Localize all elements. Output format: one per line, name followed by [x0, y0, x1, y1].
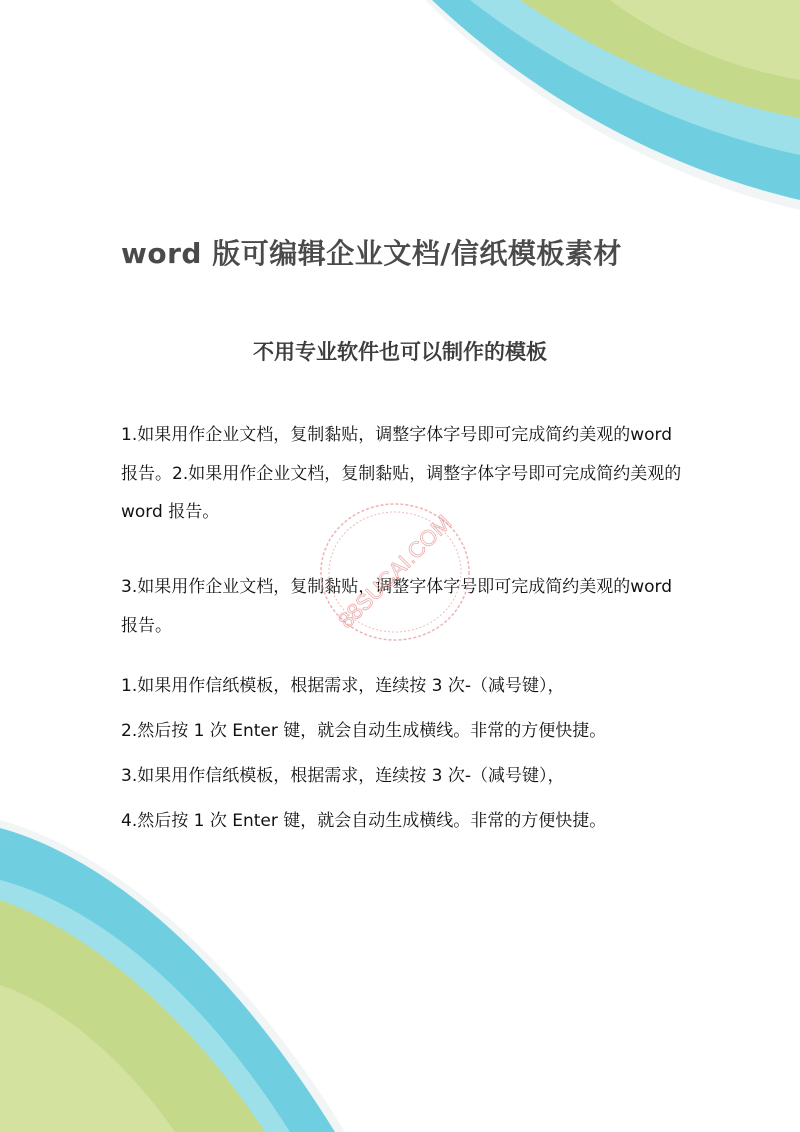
paragraph-1: 1.如果用作企业文档，复制黏贴，调整字体字号即可完成简约美观的word 报告。2.如果用作企业文档，复制黏贴，调整字体字号即可完成简约美观的 word 报告。 — [121, 425, 682, 522]
top-right-wave-decoration — [425, 0, 800, 210]
document-title: word 版可编辑企业文档/信纸模板素材 — [121, 237, 622, 270]
list-item: 1.如果用作信纸模板，根据需求，连续按 3 次-（减号键）， — [121, 676, 565, 696]
watermark-text: 88SUCAI.COM — [333, 510, 457, 634]
document-subtitle: 不用专业软件也可以制作的模板 — [253, 340, 547, 364]
bottom-left-wave-decoration — [0, 820, 345, 1132]
watermark-stamp — [315, 497, 475, 647]
list-item: 2.然后按 1 次 Enter 键，就会自动生成横线。非常的方便快捷。 — [121, 721, 607, 741]
paragraph-2: 3.如果用作企业文档，复制黏贴，调整字体字号即可完成简约美观的word 报告。 — [121, 577, 673, 636]
list-item: 3.如果用作信纸模板，根据需求，连续按 3 次-（减号键）， — [121, 766, 565, 786]
list-item: 4.然后按 1 次 Enter 键，就会自动生成横线。非常的方便快捷。 — [121, 811, 607, 831]
instruction-list — [121, 664, 721, 844]
